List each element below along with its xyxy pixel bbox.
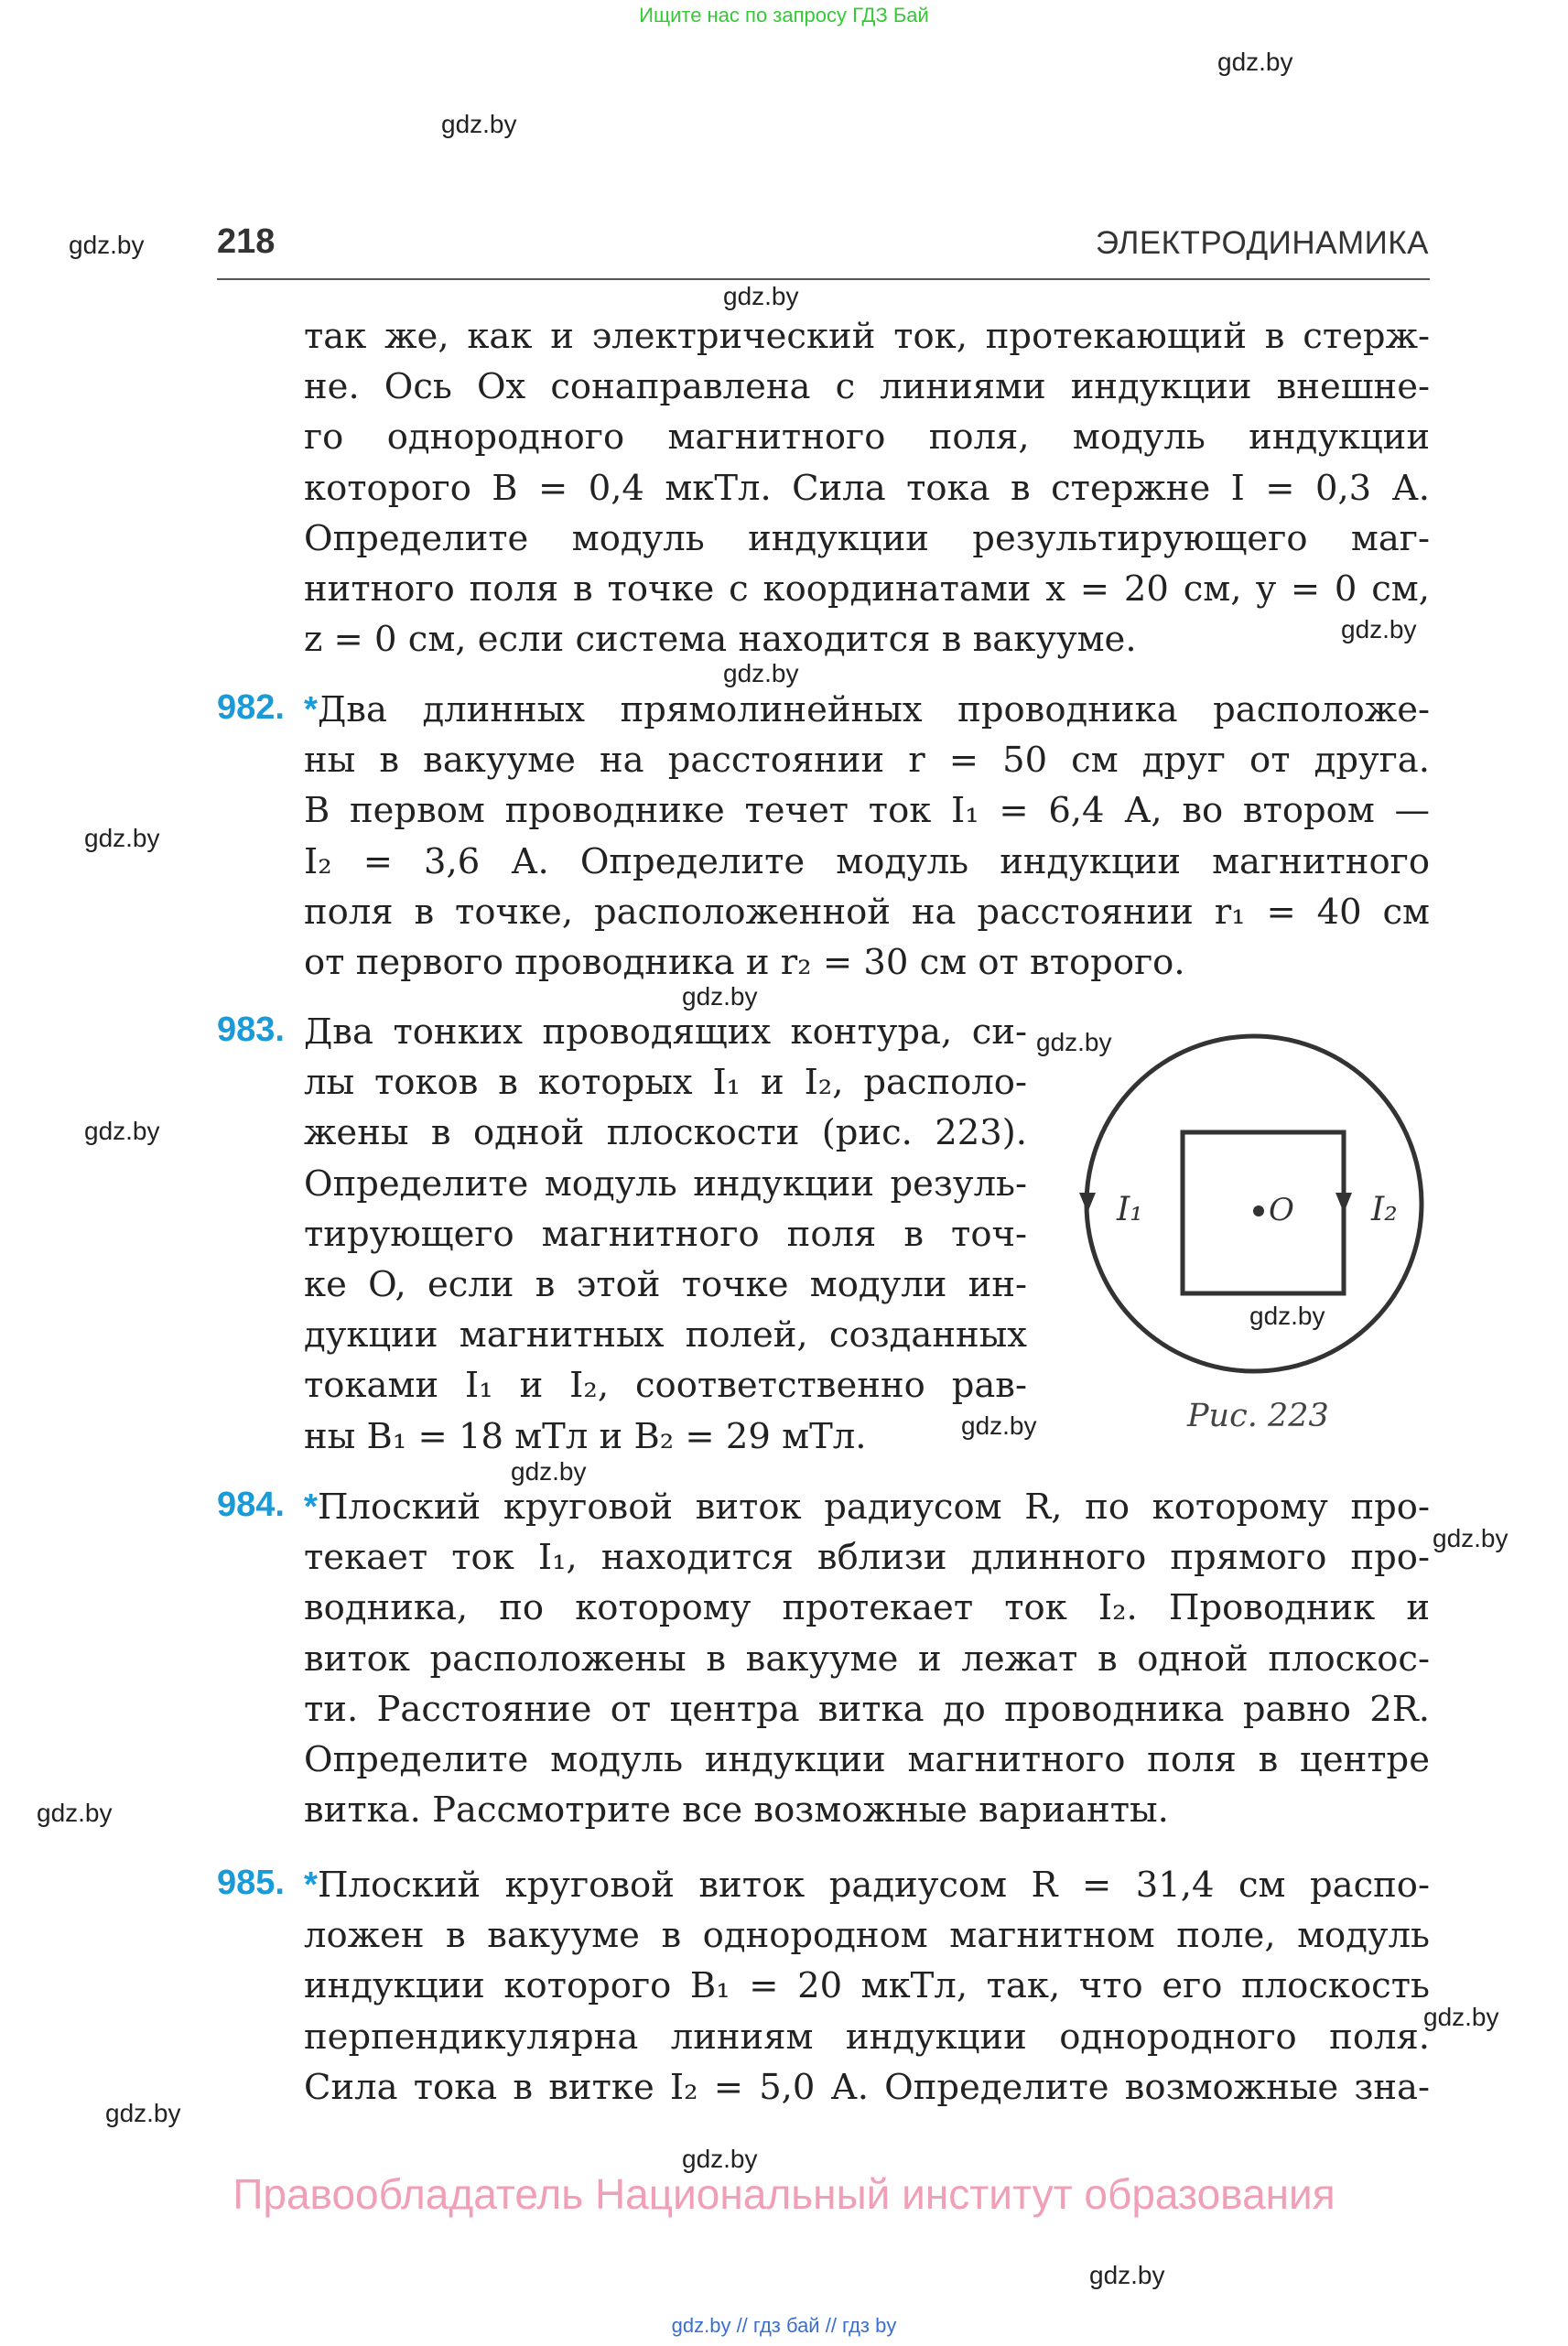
text-line: жены в одной плоскости (рис. 223). xyxy=(304,1112,1027,1154)
text-line: I₂ = 3,6 А. Определите модуль индукции магнитного xyxy=(304,840,1430,882)
top-banner[interactable]: Ищите нас по запросу ГДЗ Бай xyxy=(639,4,929,27)
watermark: gdz.by xyxy=(1089,2261,1165,2289)
watermark: gdz.by xyxy=(105,2099,181,2127)
text-line: которого B = 0,4 мкТл. Сила тока в стержне I = 0,3 А. xyxy=(304,467,1430,509)
text-line: z = 0 см, если система находится в вакууме. xyxy=(304,619,1137,661)
text-line: поля в точке, расположенной на расстоянии r₁ = 40 см xyxy=(304,891,1430,933)
problem-number: 985. xyxy=(217,1864,285,1902)
section-title: ЭЛЕКТРОДИНАМИКА xyxy=(1095,225,1429,261)
text-line: текает ток I₁, находится вблизи длинного прямого про- xyxy=(304,1537,1430,1579)
text-line: лы токов в которых I₁ и I₂, располо- xyxy=(304,1062,1027,1104)
problem-984 xyxy=(304,1482,1430,1835)
label-i1: I₁ xyxy=(1117,1191,1143,1228)
text-line xyxy=(304,1860,1430,1910)
text-line: ны B₁ = 18 мТл и B₂ = 29 мТл. xyxy=(304,1415,867,1457)
text-line: тирующего магнитного поля в точ- xyxy=(304,1213,1027,1255)
arrow-down-icon xyxy=(1336,1193,1352,1213)
problem-number: 983. xyxy=(217,1011,285,1049)
watermark: gdz.by xyxy=(682,982,758,1011)
text-line: не. Ось Ox сонаправлена с линиями индукции внешне- xyxy=(304,366,1430,408)
text-line: Два тонких проводящих контура, си- xyxy=(304,1011,1027,1053)
text-line: В первом проводнике течет ток I₁ = 6,4 А, во втором — xyxy=(304,790,1430,832)
text-line: го однородного магнитного поля, модуль индукции xyxy=(304,416,1430,459)
difficulty-star: * xyxy=(304,1865,318,1905)
watermark: gdz.by xyxy=(84,1117,160,1145)
watermark: gdz.by xyxy=(37,1799,113,1827)
problem-983 xyxy=(304,1007,1027,1462)
watermark: gdz.by xyxy=(723,282,799,310)
text-line: от первого проводника и r₂ = 30 см от второго. xyxy=(304,941,1185,983)
problem-982 xyxy=(304,685,1430,988)
text-line: нитного поля в точке с координатами x = 20 см, y = 0 см, xyxy=(304,568,1430,610)
difficulty-star: * xyxy=(304,1487,318,1527)
problem-number: 984. xyxy=(217,1486,285,1524)
watermark: gdz.by xyxy=(1341,615,1417,643)
watermark: gdz.by xyxy=(441,110,517,138)
copyright-footer: Правообладатель Национальный институт образования xyxy=(232,2170,1336,2218)
figure-223 xyxy=(1071,1021,1437,1390)
watermark: gdz.by xyxy=(1217,48,1293,76)
intro-paragraph xyxy=(304,311,1430,665)
bottom-links[interactable]: gdz.by // гдз бай // гдз by xyxy=(671,2314,897,2337)
watermark: gdz.by xyxy=(723,659,799,687)
text-line: индукции которого B₁ = 20 мкТл, так, что его плоскость xyxy=(304,1965,1430,2007)
text-line: ти. Расстояние от центра витка до проводника равно 2R. xyxy=(304,1688,1430,1730)
text-line: дукции магнитных полей, созданных xyxy=(304,1314,1027,1357)
text-fragment: Плоский круговой виток радиусом R, по которому про- xyxy=(317,1487,1430,1528)
label-o: O xyxy=(1269,1192,1294,1228)
watermark: gdz.by xyxy=(84,824,160,852)
text-line: Сила тока в витке I₂ = 5,0 А. Определите возможные зна- xyxy=(304,2066,1430,2108)
watermark: gdz.by xyxy=(1433,1524,1509,1552)
watermark: gdz.by xyxy=(1036,1028,1112,1056)
circuit-diagram xyxy=(1071,1021,1437,1387)
text-line: Определите модуль индукции результирующего маг- xyxy=(304,517,1430,559)
text-line: Определите модуль индукции магнитного поля в центре xyxy=(304,1738,1430,1780)
watermark: gdz.by xyxy=(1249,1302,1325,1330)
page-number: 218 xyxy=(217,222,276,261)
text-line xyxy=(304,685,1430,735)
problem-985 xyxy=(304,1860,1430,2113)
figure-caption: Рис. 223 xyxy=(1187,1398,1329,1434)
text-line: виток расположены в вакууме и лежат в одной плоскос- xyxy=(304,1638,1430,1680)
header-rule xyxy=(217,278,1430,280)
point-o-dot xyxy=(1253,1205,1264,1216)
text-line: токами I₁ и I₂, соответственно рав- xyxy=(304,1365,1027,1407)
problem-number: 982. xyxy=(217,688,285,727)
text-line: водника, по которому протекает ток I₂. Проводник и xyxy=(304,1587,1430,1629)
arrow-down-icon xyxy=(1079,1193,1096,1213)
text-line: перпендикулярна линиям индукции однородного поля. xyxy=(304,2016,1430,2058)
watermark: gdz.by xyxy=(69,231,145,259)
label-i2: I₂ xyxy=(1371,1191,1398,1228)
text-line: так же, как и электрический ток, протекающий в стерж- xyxy=(304,316,1430,357)
text-line: ке O, если в этой точке модули ин- xyxy=(304,1263,1027,1305)
watermark: gdz.by xyxy=(682,2145,758,2173)
watermark: gdz.by xyxy=(961,1411,1037,1440)
text-fragment: Два длинных прямолинейных проводника расположе- xyxy=(317,689,1430,730)
text-line: витка. Рассмотрите все возможные варианты. xyxy=(304,1789,1169,1832)
watermark: gdz.by xyxy=(1423,2003,1499,2031)
watermark: gdz.by xyxy=(511,1457,587,1486)
text-line: ложен в вакууме в однородном магнитном поле, модуль xyxy=(304,1915,1430,1957)
text-line: Определите модуль индукции резуль- xyxy=(304,1162,1027,1205)
text-line xyxy=(304,1482,1430,1532)
difficulty-star: * xyxy=(304,690,318,730)
text-fragment: Плоский круговой виток радиусом R = 31,4 см распо- xyxy=(317,1865,1430,1906)
text-line: ны в вакууме на расстоянии r = 50 см друг от друга. xyxy=(304,740,1430,782)
